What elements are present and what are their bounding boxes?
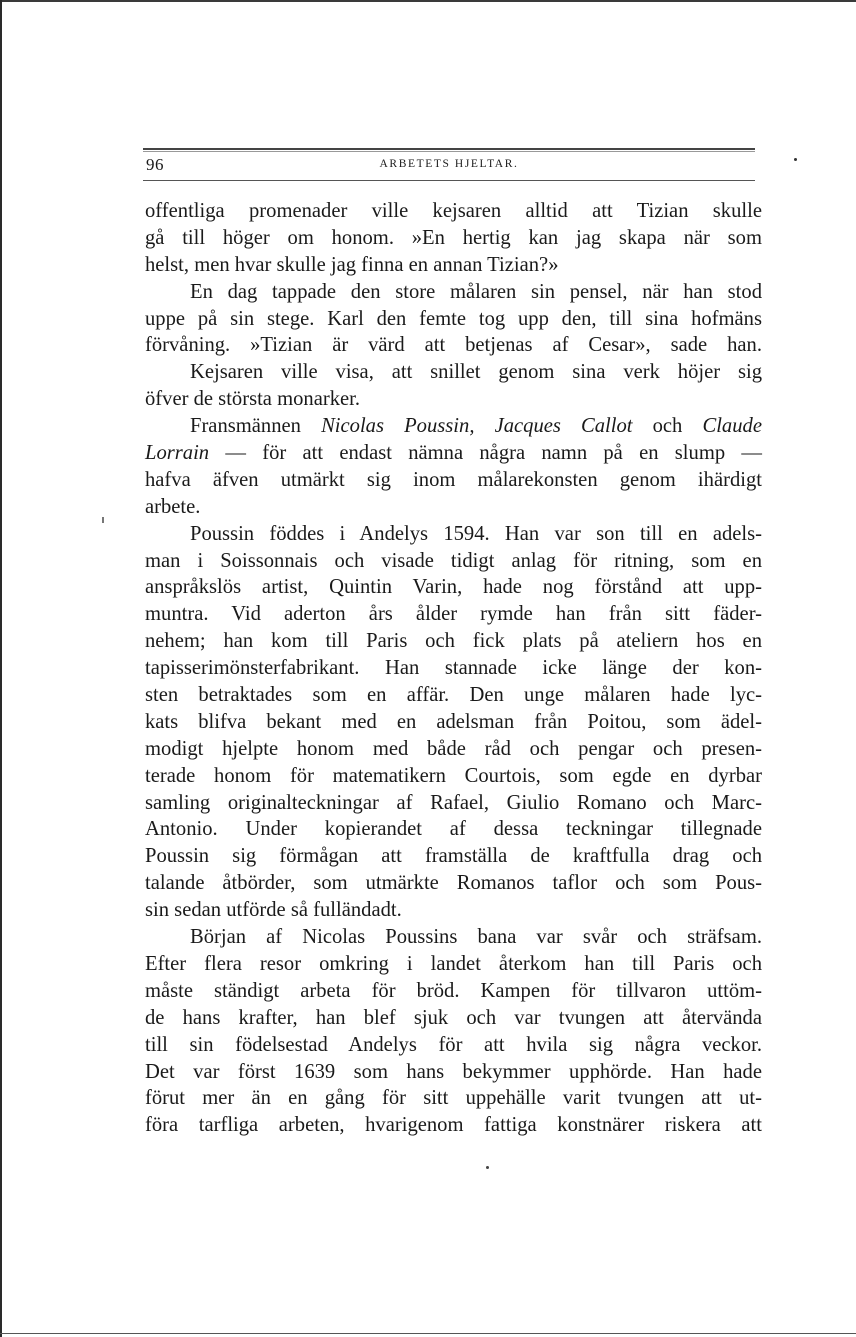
text-line: arbete.: [145, 495, 201, 518]
text-line: man i Soissonnais och visade tidigt anlag för ritning, som en: [145, 549, 762, 572]
text-line: Början af Nicolas Poussins bana var svår och sträfsam.: [190, 926, 762, 949]
header-rule-top: [143, 148, 755, 150]
text-line: förut mer än en gång för sitt uppehälle varit tvungen att ut-: [145, 1087, 762, 1110]
text-line: hafva äfven utmärkt sig inom målarekonsten genom ihärdigt: [145, 468, 762, 491]
page-edge-bottom: [0, 1333, 856, 1334]
running-head-title: ARBETETS HJELTAR.: [379, 158, 519, 170]
text-line: Poussin föddes i Andelys 1594. Han var son till en adels-: [190, 522, 762, 545]
text-run: — för att endast nämna några namn på en slump —: [209, 442, 762, 465]
text-line-mixed: [145, 413, 762, 440]
margin-speck: [794, 158, 797, 161]
text-line: terade honom för matematikern Courtois, som egde en dyrbar: [145, 764, 762, 787]
text-run: och: [632, 415, 703, 438]
text-line-mixed: [145, 440, 762, 467]
page-edge-top: [0, 0, 856, 2]
text-line: Antonio. Under kopierandet af dessa teckningar tillegnade: [145, 818, 762, 841]
text-line: Poussin sig förmågan att framställa de kraftfulla drag och: [145, 845, 762, 868]
name-jacques-callot: Jacques Callot: [494, 415, 633, 438]
text-line: talande åtbörder, som utmärkte Romanos taflor och som Pous-: [145, 872, 762, 895]
text-line: sin sedan utförde så fulländadt.: [145, 899, 402, 922]
header-rule-top-thin: [143, 151, 755, 152]
text-run: [474, 415, 494, 437]
name-claude: Claude: [702, 415, 762, 438]
text-line: föra tarfliga arbeten, hvarigenom fattiga konstnärer riskera att: [145, 1114, 762, 1137]
page-edge-left: [0, 0, 2, 1337]
text-line: förvåning. »Tizian är värd att betjenas af Cesar», sade han.: [145, 334, 762, 357]
text-run: Fransmännen: [190, 415, 322, 438]
text-line: Kejsaren ville visa, att snillet genom sina verk höjer sig: [190, 361, 762, 384]
text-line: muntra. Vid aderton års ålder rymde han från sitt fäder-: [145, 603, 762, 626]
text-line: Det var först 1639 som hans bekymmer upphörde. Han hade: [145, 1060, 762, 1083]
page-number: 96: [146, 155, 164, 174]
text-line: gå till höger om honom. »En hertig kan jag skapa när som: [145, 226, 762, 249]
bottom-speck: [486, 1166, 489, 1169]
text-line: till sin födelsestad Andelys för att hvila sig några veckor.: [145, 1033, 762, 1056]
text-line: Efter flera resor omkring i landet återkom han till Paris och: [145, 952, 762, 975]
text-line: sten betraktades som en affär. Den unge målaren hade lyc-: [145, 684, 762, 707]
text-line: helst, men hvar skulle jag finna en annan Tizian?»: [145, 253, 559, 276]
text-line: offentliga promenader ville kejsaren alltid att Tizian skulle: [145, 200, 762, 222]
text-line: uppe på sin stege. Karl den femte tog upp den, till sina hofmäns: [145, 307, 762, 330]
margin-mark: [102, 517, 104, 523]
text-line: tapisserimönsterfabrikant. Han stannade icke länge der kon-: [145, 657, 762, 680]
name-nicolas-poussin: Nicolas Poussin,: [321, 415, 475, 438]
text-line: öfver de största monarker.: [145, 388, 361, 411]
text-line: nehem; han kom till Paris och fick plats på ateliern hos en: [145, 630, 762, 653]
text-line: modigt hjelpte honom med både råd och pengar och presen-: [145, 737, 762, 760]
body-text: [145, 198, 762, 1139]
text-line: kats blifva bekant med en adelsman från Poitou, som ädel-: [145, 710, 762, 733]
text-line: samling originalteckningar af Rafael, Giulio Romano och Marc-: [145, 791, 762, 814]
text-line: anspråkslös artist, Quintin Varin, hade nog förstånd att upp-: [145, 576, 762, 599]
text-line: En dag tappade den store målaren sin pensel, när han stod: [190, 280, 762, 303]
header-rule-bottom: [143, 180, 755, 181]
text-line: måste ständigt arbeta för bröd. Kampen för tillvaron uttöm-: [145, 979, 762, 1002]
name-lorrain: Lorrain: [145, 442, 210, 465]
text-line: de hans krafter, han blef sjuk och var tvungen att återvända: [145, 1006, 762, 1029]
